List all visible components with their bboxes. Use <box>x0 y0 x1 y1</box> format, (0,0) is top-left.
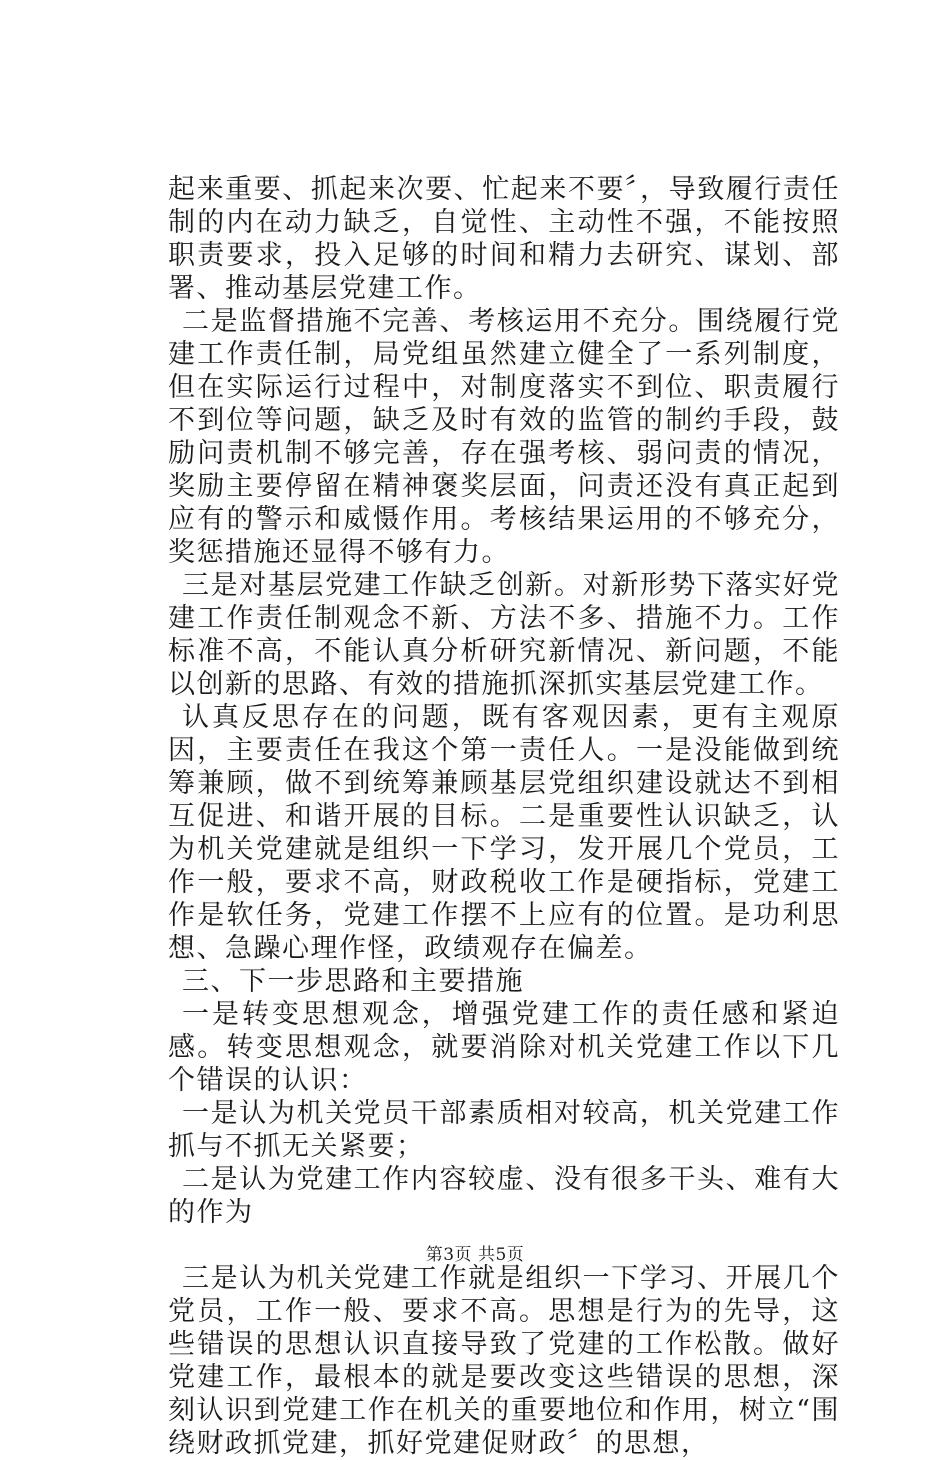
paragraph-3: 三是对基层党建工作缺乏创新。对新形势下落实好党建工作责任制观念不新、方法不多、措施不力。工作标准不高，不能认真分析研究新情况、新问题，不能以创新的思路、有效的措施抓深抓实基层党建工作。 <box>168 570 840 700</box>
paragraph-7: 二是认为党建工作内容较虚、没有很多干头、难有大的作为 <box>168 1164 840 1228</box>
paragraph-1: 起来重要、抓起来次要、忙起来不要〞，导致履行责任制的内在动力缺乏，自觉性、主动性不强，不能按照职责要求，投入足够的时间和精力去研究、谋划、部署、推动基层党建工作。 <box>168 174 840 304</box>
paragraph-2: 二是监督措施不完善、考核运用不充分。围绕履行党建工作责任制，局党组虽然建立健全了一系列制度，但在实际运行过程中，对制度落实不到位、职责履行不到位等问题，缺乏及时有效的监管的制约手段，鼓励问责机制不够完善，存在强考核、弱问责的情况，奖励主要停留在精神褒奖层面，问责还没有真正起到应有的警示和威慑作用。考核结果运用的不够充分，奖惩措施还显得不够有力。 <box>168 306 840 568</box>
paragraph-4: 认真反思存在的问题，既有客观因素，更有主观原因，主要责任在我这个第一责任人。一是没能做到统筹兼顾，做不到统筹兼顾基层党组织建设就达不到相互促进、和谐开展的目标。二是重要性认识缺乏，认为机关党建就是组织一下学习，发开展几个党员，工作一般，要求不高，财政税收工作是硬指标，党建工作是软任务，党建工作摆不上应有的位置。是功利思想、急躁心理作怪，政绩观存在偏差。 <box>168 702 840 964</box>
document-body <box>168 173 840 1460</box>
paragraph-8: 三是认为机关党建工作就是组织一下学习、开展几个党员，工作一般、要求不高。思想是行为的先导，这些错误的思想认识直接导致了党建的工作松散。做好党建工作，最根本的就是要改变这些错误的思想，深刻认识到党建工作在机关的重要地位和作用，树立“围绕财政抓党建，抓好党建促财政〞的思想， <box>168 1263 840 1459</box>
paragraph-5: 一是转变思想观念，增强党建工作的责任感和紧迫感。转变思想观念，就要消除对机关党建工作以下几个错误的认识： <box>168 999 840 1096</box>
paragraph-6: 一是认为机关党员干部素质相对较高，机关党建工作抓与不抓无关紧要； <box>168 1098 840 1162</box>
page-footer: 第3页 共5页 <box>425 1245 525 1265</box>
section-heading: 三、下一步思路和主要措施 <box>182 966 524 997</box>
